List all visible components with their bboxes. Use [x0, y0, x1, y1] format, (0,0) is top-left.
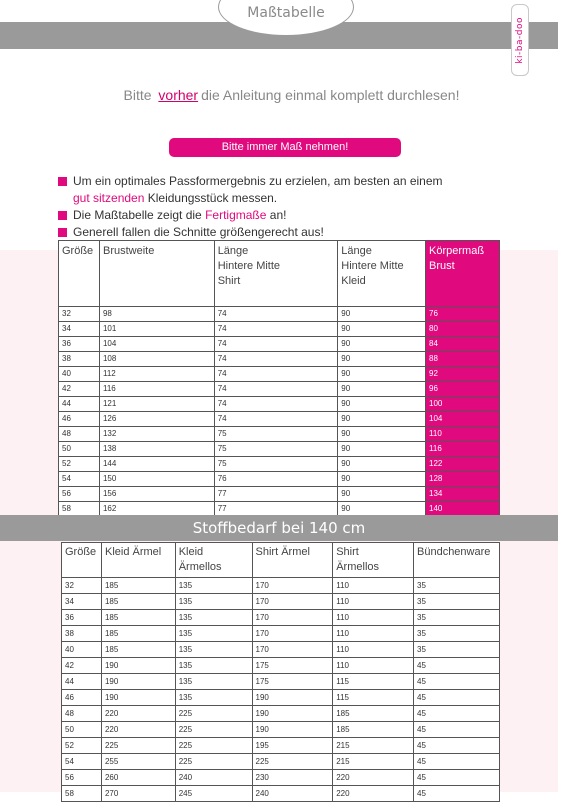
table-cell: 52	[59, 457, 100, 472]
table-row	[62, 674, 500, 690]
table-cell: 185	[101, 578, 175, 594]
brand-logo	[511, 4, 529, 76]
table-cell: 75	[214, 457, 338, 472]
table-cell: 185	[101, 594, 175, 610]
fabric-table-header: Shirt Ärmellos	[333, 543, 414, 578]
table-cell: 132	[99, 427, 214, 442]
table-row	[59, 352, 500, 367]
fabric-section-title: Stoffbedarf bei 140 cm	[0, 515, 558, 541]
table-cell: 54	[59, 472, 100, 487]
table-row	[62, 754, 500, 770]
pink-square-icon	[58, 228, 67, 237]
table-cell: 74	[214, 412, 338, 427]
size-table-header: Länge Hintere Mitte Shirt	[214, 241, 338, 307]
table-cell: 44	[59, 397, 100, 412]
table-cell: 35	[414, 578, 500, 594]
table-cell: 225	[252, 754, 333, 770]
table-cell: 92	[426, 367, 500, 382]
size-table	[58, 240, 500, 517]
table-cell: 42	[59, 382, 100, 397]
table-cell: 101	[99, 322, 214, 337]
table-cell: 122	[426, 457, 500, 472]
table-cell: 135	[175, 610, 252, 626]
table-cell: 74	[214, 397, 338, 412]
table-cell: 74	[214, 337, 338, 352]
table-cell: 240	[252, 786, 333, 802]
table-row	[62, 578, 500, 594]
table-cell: 170	[252, 642, 333, 658]
table-cell: 44	[62, 674, 102, 690]
size-table-header-highlight: Körpermaß Brust	[426, 241, 500, 307]
page-title: Maßtabelle	[247, 5, 325, 21]
table-row	[62, 594, 500, 610]
table-cell: 90	[338, 502, 426, 517]
table-cell: 45	[414, 690, 500, 706]
table-cell: 45	[414, 658, 500, 674]
table-cell: 90	[338, 427, 426, 442]
table-cell: 185	[101, 610, 175, 626]
table-cell: 35	[414, 626, 500, 642]
table-cell: 110	[333, 658, 414, 674]
table-cell: 45	[414, 722, 500, 738]
table-cell: 90	[338, 397, 426, 412]
table-cell: 90	[338, 442, 426, 457]
table-row	[59, 487, 500, 502]
table-cell: 190	[101, 658, 175, 674]
table-cell: 74	[214, 307, 338, 322]
table-cell: 170	[252, 610, 333, 626]
table-cell: 45	[414, 754, 500, 770]
table-row	[59, 472, 500, 487]
table-cell: 220	[333, 786, 414, 802]
table-cell: 190	[252, 690, 333, 706]
fabric-table-header: Kleid Ärmellos	[175, 543, 252, 578]
table-cell: 56	[59, 487, 100, 502]
table-cell: 32	[59, 307, 100, 322]
table-cell: 225	[101, 738, 175, 754]
table-cell: 110	[333, 642, 414, 658]
table-row	[59, 322, 500, 337]
table-row	[62, 626, 500, 642]
table-row	[62, 770, 500, 786]
table-cell: 128	[426, 472, 500, 487]
table-cell: 90	[338, 412, 426, 427]
table-cell: 110	[333, 626, 414, 642]
table-cell: 74	[214, 322, 338, 337]
table-cell: 52	[62, 738, 102, 754]
fabric-table-header: Shirt Ärmel	[252, 543, 333, 578]
table-cell: 255	[101, 754, 175, 770]
table-cell: 36	[62, 610, 102, 626]
fabric-table-header: Größe	[62, 543, 102, 578]
table-cell: 135	[175, 690, 252, 706]
table-cell: 96	[426, 382, 500, 397]
table-cell: 100	[426, 397, 500, 412]
table-cell: 215	[333, 738, 414, 754]
table-row	[59, 397, 500, 412]
table-cell: 220	[101, 706, 175, 722]
table-cell: 50	[62, 722, 102, 738]
table-cell: 104	[99, 337, 214, 352]
table-cell: 190	[252, 722, 333, 738]
table-cell: 225	[175, 722, 252, 738]
table-cell: 50	[59, 442, 100, 457]
table-cell: 45	[414, 738, 500, 754]
table-cell: 116	[426, 442, 500, 457]
table-row	[62, 610, 500, 626]
table-cell: 175	[252, 674, 333, 690]
table-cell: 58	[62, 786, 102, 802]
table-cell: 48	[59, 427, 100, 442]
table-cell: 90	[338, 487, 426, 502]
bullet-item-continuation: gut sitzenden Kleidungsstück messen.	[73, 191, 278, 205]
table-cell: 90	[338, 307, 426, 322]
table-cell: 76	[214, 472, 338, 487]
table-cell: 38	[59, 352, 100, 367]
table-cell: 156	[99, 487, 214, 502]
table-cell: 121	[99, 397, 214, 412]
bullet-item: Die Maßtabelle zeigt die Fertigmaße an!	[58, 207, 478, 224]
table-cell: 110	[333, 594, 414, 610]
table-row	[62, 722, 500, 738]
table-cell: 75	[214, 427, 338, 442]
table-row	[59, 367, 500, 382]
table-cell: 115	[333, 690, 414, 706]
table-cell: 45	[414, 786, 500, 802]
table-cell: 138	[99, 442, 214, 457]
table-cell: 185	[333, 706, 414, 722]
table-cell: 74	[214, 382, 338, 397]
table-cell: 110	[426, 427, 500, 442]
table-cell: 140	[426, 502, 500, 517]
table-cell: 135	[175, 674, 252, 690]
table-cell: 185	[101, 626, 175, 642]
table-cell: 185	[333, 722, 414, 738]
brand-logo-text: ki-ba-doo	[515, 16, 525, 64]
table-cell: 80	[426, 322, 500, 337]
table-cell: 135	[175, 642, 252, 658]
table-cell: 42	[62, 658, 102, 674]
table-cell: 175	[252, 658, 333, 674]
table-cell: 74	[214, 367, 338, 382]
table-cell: 112	[99, 367, 214, 382]
size-table-header: Größe	[59, 241, 100, 307]
table-row	[62, 690, 500, 706]
table-cell: 270	[101, 786, 175, 802]
table-cell: 40	[59, 367, 100, 382]
table-cell: 170	[252, 594, 333, 610]
table-cell: 162	[99, 502, 214, 517]
table-cell: 45	[414, 674, 500, 690]
table-cell: 74	[214, 352, 338, 367]
fabric-table	[61, 542, 500, 802]
table-cell: 190	[101, 674, 175, 690]
table-cell: 108	[99, 352, 214, 367]
table-cell: 90	[338, 382, 426, 397]
table-cell: 40	[62, 642, 102, 658]
table-row	[59, 307, 500, 322]
table-cell: 35	[414, 642, 500, 658]
table-cell: 54	[62, 754, 102, 770]
table-cell: 185	[101, 642, 175, 658]
table-cell: 88	[426, 352, 500, 367]
table-row	[59, 337, 500, 352]
table-cell: 45	[414, 706, 500, 722]
table-cell: 98	[99, 307, 214, 322]
table-cell: 135	[175, 594, 252, 610]
table-cell: 126	[99, 412, 214, 427]
table-cell: 35	[414, 610, 500, 626]
table-cell: 34	[62, 594, 102, 610]
table-cell: 116	[99, 382, 214, 397]
table-cell: 32	[62, 578, 102, 594]
instruction-after: die Anleitung einmal komplett durchlesen!	[201, 87, 460, 103]
table-cell: 215	[333, 754, 414, 770]
table-cell: 35	[414, 594, 500, 610]
table-cell: 220	[333, 770, 414, 786]
table-cell: 48	[62, 706, 102, 722]
table-cell: 90	[338, 337, 426, 352]
table-row	[59, 457, 500, 472]
size-table-header: Länge Hintere Mitte Kleid	[338, 241, 426, 307]
table-cell: 36	[59, 337, 100, 352]
table-cell: 104	[426, 412, 500, 427]
table-cell: 135	[175, 626, 252, 642]
table-cell: 77	[214, 502, 338, 517]
size-table-header: Brustweite	[99, 241, 214, 307]
table-cell: 134	[426, 487, 500, 502]
table-cell: 56	[62, 770, 102, 786]
table-cell: 150	[99, 472, 214, 487]
table-cell: 225	[175, 754, 252, 770]
table-cell: 110	[333, 610, 414, 626]
table-cell: 144	[99, 457, 214, 472]
fabric-table-header: Kleid Ärmel	[101, 543, 175, 578]
measure-reminder-button: Bitte immer Maß nehmen!	[169, 138, 401, 157]
table-cell: 170	[252, 626, 333, 642]
table-cell: 58	[59, 502, 100, 517]
table-cell: 110	[333, 578, 414, 594]
table-row	[62, 642, 500, 658]
info-bullets	[58, 173, 478, 241]
table-cell: 225	[175, 706, 252, 722]
table-row	[59, 442, 500, 457]
instruction-underlined: vorher	[158, 87, 199, 103]
size-table-header-row	[59, 241, 500, 307]
table-row	[62, 706, 500, 722]
table-cell: 245	[175, 786, 252, 802]
table-cell: 84	[426, 337, 500, 352]
table-cell: 45	[414, 770, 500, 786]
table-row	[59, 382, 500, 397]
fabric-table-header-row	[62, 543, 500, 578]
fabric-table-header: Bündchenware	[414, 543, 500, 578]
table-row	[59, 427, 500, 442]
table-cell: 38	[62, 626, 102, 642]
table-cell: 77	[214, 487, 338, 502]
instruction-before: Bitte	[123, 87, 152, 103]
table-cell: 90	[338, 367, 426, 382]
table-cell: 190	[252, 706, 333, 722]
table-row	[59, 412, 500, 427]
table-cell: 90	[338, 457, 426, 472]
table-cell: 240	[175, 770, 252, 786]
table-cell: 260	[101, 770, 175, 786]
table-cell: 115	[333, 674, 414, 690]
table-cell: 90	[338, 322, 426, 337]
table-cell: 75	[214, 442, 338, 457]
instruction-line	[0, 87, 583, 103]
table-cell: 76	[426, 307, 500, 322]
table-cell: 230	[252, 770, 333, 786]
table-row	[62, 658, 500, 674]
table-cell: 34	[59, 322, 100, 337]
table-cell: 90	[338, 472, 426, 487]
table-cell: 135	[175, 578, 252, 594]
table-cell: 220	[101, 722, 175, 738]
table-cell: 90	[338, 352, 426, 367]
bullet-item: Generell fallen die Schnitte größengerecht aus!	[58, 224, 478, 241]
pink-square-icon	[58, 211, 67, 220]
pink-square-icon	[58, 177, 67, 186]
table-row	[62, 786, 500, 802]
table-cell: 225	[175, 738, 252, 754]
table-cell: 46	[59, 412, 100, 427]
table-row	[62, 738, 500, 754]
table-cell: 46	[62, 690, 102, 706]
bullet-item: Um ein optimales Passformergebnis zu erzielen, am besten an einem	[58, 173, 478, 190]
table-cell: 190	[101, 690, 175, 706]
table-cell: 135	[175, 658, 252, 674]
table-cell: 170	[252, 578, 333, 594]
table-cell: 195	[252, 738, 333, 754]
